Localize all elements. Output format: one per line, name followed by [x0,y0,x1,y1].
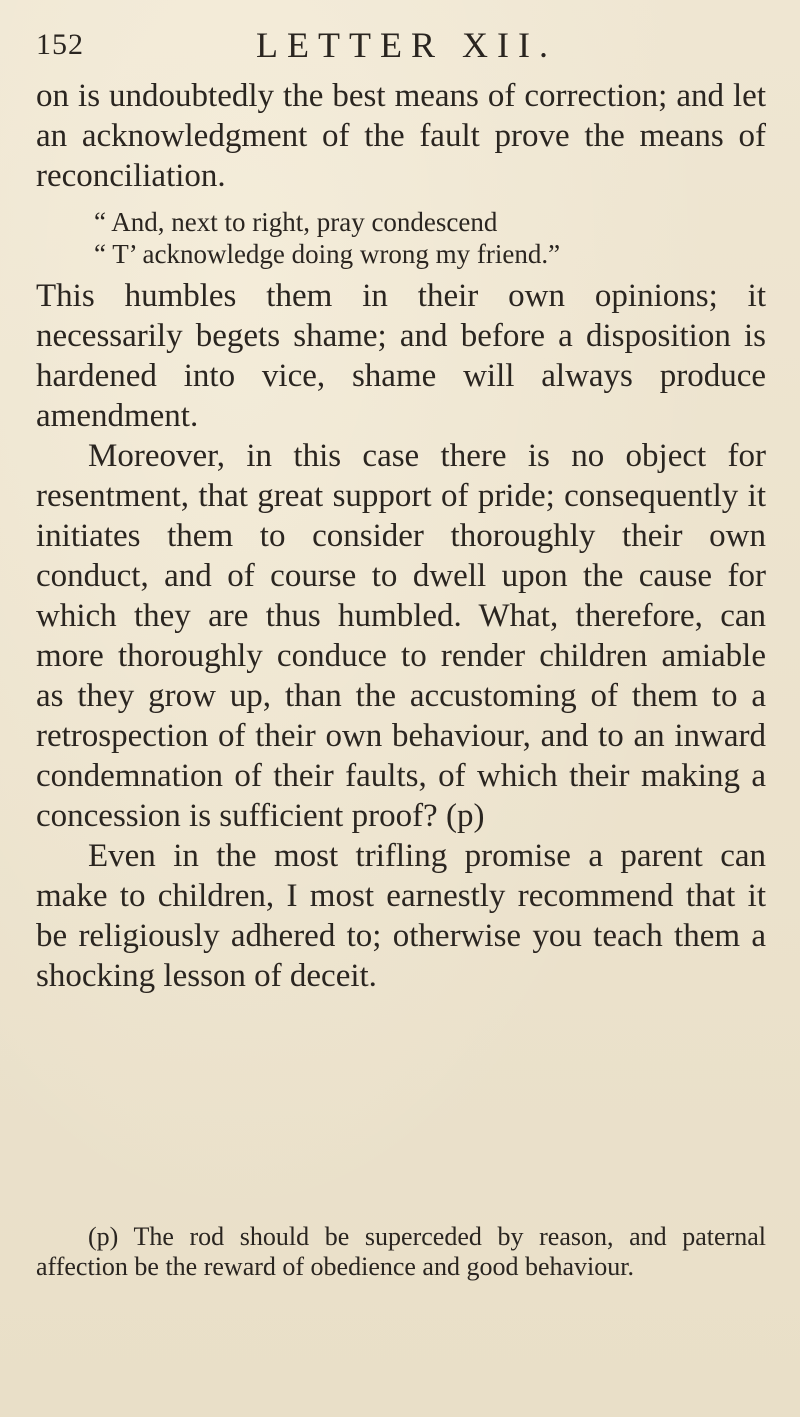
page-header [36,22,776,72]
main-text [36,76,766,996]
footnote-text: (p) The rod should be superceded by reason, and paternal affection be the reward of obedience and good behaviour. [36,1222,766,1281]
running-head: LETTER XII. [256,25,557,65]
page-number: 152 [36,28,84,61]
verse-quotation [36,206,766,270]
paragraph-continuation: on is undoubtedly the best means of correction; and let an acknowledgment of the fault prove the means of reconciliation. [36,78,766,194]
paragraph-moreover: Moreover, in this case there is no object for resentment, that great support of pride; consequently it initiates them to consider thoroughly their own conduct, and of course to dwell upon the cause for which they are thus humbled. What, therefore, can more thoroughly conduce to render children amiable as they grow up, than the accustoming of them to a retrospection of their own behaviour, and to an inward condemnation of their faults, of which their making a concession is sufficient proof? (p) [36,438,766,834]
verse-line-1: “ And, next to right, pray condescend [94,207,498,237]
footnote [36,1222,766,1282]
paragraph-humbles: This humbles them in their own opinions; it necessarily begets shame; and before a disposition is hardened into vice, shame will always produce amendment. [36,278,766,434]
paragraph-promise: Even in the most trifling promise a parent can make to children, I most earnestly recommend that it be religiously adhered to; otherwise you teach them a shocking lesson of deceit. [36,838,766,994]
verse-line-2: “ T’ acknowledge doing wrong my friend.” [94,239,561,269]
